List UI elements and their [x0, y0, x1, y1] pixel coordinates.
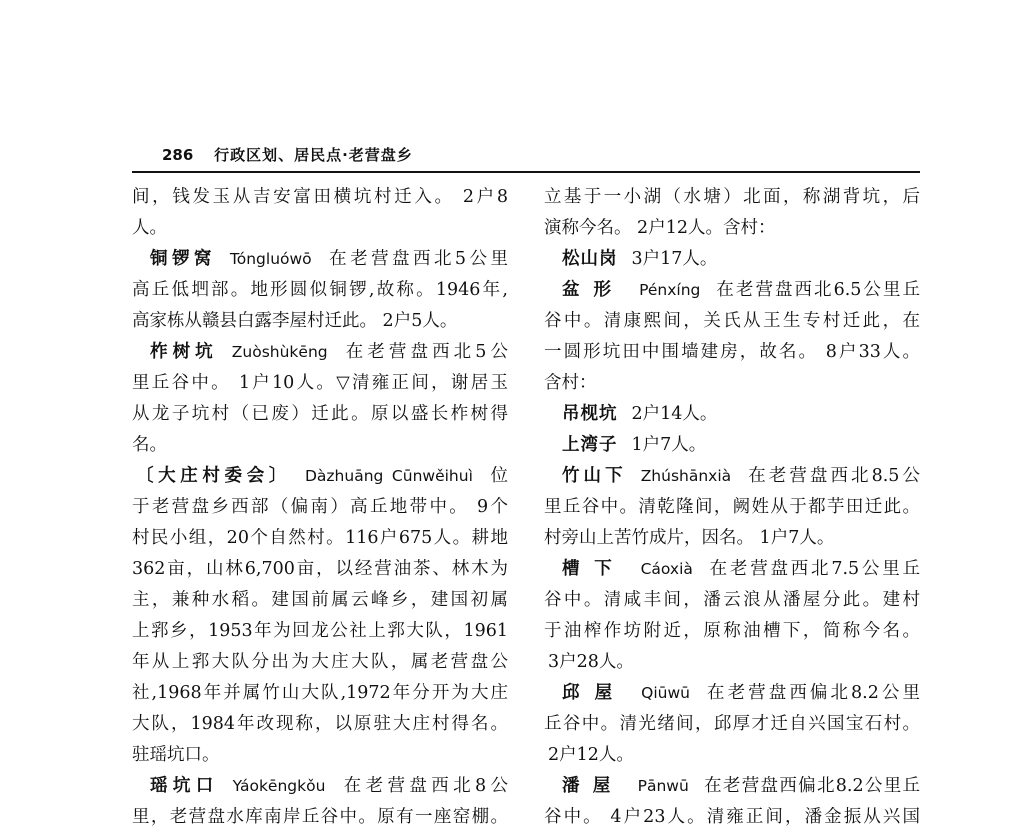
- entry-zhushanxia: [544, 461, 920, 492]
- text-line: 于油榨作坊附近，原称油槽下，简称今名。: [544, 621, 920, 641]
- entry-text: 3户17人。: [631, 249, 718, 269]
- entry-name: 盆形: [562, 280, 626, 300]
- entry-name: 松山岗: [562, 249, 618, 269]
- text-line: 一圆形坑田中围墙建房，故名。 8户33人。: [544, 342, 920, 362]
- entry-pinyin: Pénxíng: [639, 281, 701, 299]
- subentry-songshangang: [544, 244, 920, 275]
- entry-text: 在老营盘西北5公: [341, 342, 508, 362]
- entry-zuoshukeng: [132, 337, 508, 368]
- text-line: 演称今名。 2户12人。含村：: [544, 218, 776, 238]
- text-line: 里丘谷中。 1户10人。▽清雍正间，谢居玉: [132, 373, 508, 393]
- entry-name: 竹山下: [562, 466, 627, 486]
- entry-text: 2户14人。: [631, 404, 718, 424]
- entry-name: 上湾子: [562, 435, 618, 455]
- text-line: 村旁山上苦竹成片，因名。 1户7人。: [544, 528, 835, 548]
- entry-pinyin: Tóngluówō: [229, 250, 312, 268]
- text-line: 含村：: [544, 373, 597, 393]
- text-line: 高丘低垇部。地形圆似铜锣,故称。1946年,: [132, 280, 508, 300]
- text-line: 里丘谷中。清乾隆间，阙姓从于都芋田迁此。: [544, 497, 920, 517]
- text-line: 3户28人。: [548, 652, 634, 672]
- entry-text: 在老营盘西北5公里: [325, 249, 509, 269]
- entry-text: 在老营盘西偏北8.2公里丘: [702, 776, 920, 796]
- text-line: 从龙子坑村（已废）迁此。原以盛长柞树得: [132, 404, 508, 424]
- text-line: 丘谷中。清光绪间，邱厚才迁自兴国宝石村。: [544, 714, 920, 734]
- page-number: 286: [162, 146, 194, 164]
- text-line: 于老营盘乡西部（偏南）高丘地带中。 9个: [132, 497, 508, 517]
- text-line: 高家栋从赣县白露李屋村迁此。 2户5人。: [132, 311, 458, 331]
- text-line: 谷中。 4户23人。清雍正间，潘金振从兴国: [544, 807, 920, 827]
- entry-name: 瑶坑口: [150, 776, 219, 796]
- entry-name: 〔大庄村委会〕: [136, 466, 291, 486]
- entry-text: 在老营盘西北7.5公里丘: [706, 559, 920, 579]
- entry-text: 在老营盘西偏北8.2公里: [703, 683, 920, 703]
- left-column: [132, 182, 509, 827]
- entry-penxing: [544, 275, 920, 306]
- right-column: [544, 182, 920, 827]
- subentry-shangwanzi: [544, 430, 920, 461]
- text-line: 驻瑶坑口。: [132, 745, 220, 765]
- entry-tongluowo: [132, 244, 508, 275]
- entry-pinyin: Qiūwū: [641, 684, 690, 702]
- text-line: 社,1968年并属竹山大队,1972年分开为大庄: [132, 683, 508, 703]
- text-line: 大队，1984年改现称，以原驻大庄村得名。: [132, 714, 508, 734]
- entry-yaokengkou: [132, 771, 508, 802]
- entry-dazhuang-village-committee: [132, 461, 508, 492]
- entry-text: 在老营盘西北6.5公里丘: [714, 280, 920, 300]
- text-line: 谷中。清康熙间，关氏从王生专村迁此，在: [544, 311, 920, 331]
- entry-name: 槽下: [562, 559, 627, 579]
- text-line: 间，钱发玉从吉安富田横坑村迁入。 2户8: [132, 187, 508, 207]
- entry-text: 1户7人。: [631, 435, 707, 455]
- entry-name: 铜锣窝: [150, 249, 216, 269]
- entry-qiuwu: [544, 678, 920, 709]
- subentry-diaojiankeng: [544, 399, 920, 430]
- entry-text: 在老营盘西北8公: [339, 776, 509, 796]
- entry-name: 邱屋: [562, 683, 628, 703]
- running-title: 行政区划、居民点·老营盘乡: [214, 146, 413, 164]
- entry-caoxia: [544, 554, 920, 585]
- entry-pinyin: Pānwū: [637, 777, 689, 795]
- entry-pinyin: Zhúshānxià: [640, 467, 732, 485]
- entry-pinyin: Yáokēngkǒu: [232, 777, 326, 795]
- entry-text: 在老营盘西北8.5公: [745, 466, 920, 486]
- entry-name: 潘屋: [562, 776, 624, 796]
- text-line: 年从上郛大队分出为大庄大队，属老营盘公: [132, 652, 508, 672]
- entry-pinyin: Cáoxià: [640, 560, 693, 578]
- text-line: 人。: [132, 218, 167, 238]
- text-line: 2户12人。: [548, 745, 634, 765]
- entry-name: 柞树坑: [150, 342, 218, 362]
- text-line: 里，老营盘水库南岸丘谷中。原有一座窑棚。: [132, 807, 508, 827]
- text-line: 谷中。清咸丰间，潘云浪从潘屋分此。建村: [544, 590, 920, 610]
- entry-name: 吊枧坑: [562, 404, 618, 424]
- text-line: 上郛乡，1953年为回龙公社上郛大队，1961: [132, 621, 508, 641]
- text-line: 村民小组，20个自然村。116户675人。耕地: [132, 528, 508, 548]
- header-rule: [132, 171, 920, 173]
- entry-text: 位: [486, 466, 509, 486]
- entry-panwu: [544, 771, 920, 802]
- text-line: 立基于一小湖（水塘）北面，称湖背坑，后: [544, 187, 920, 207]
- entry-pinyin: Dàzhuāng Cūnwěihuì: [304, 467, 473, 485]
- text-line: 主，兼种水稻。建国前属云峰乡，建国初属: [132, 590, 508, 610]
- entry-pinyin: Zuòshùkēng: [231, 343, 328, 361]
- text-line: 362亩，山林6,700亩，以经营油茶、林木为: [132, 559, 508, 579]
- text-line: 名。: [132, 435, 167, 455]
- page-header: [132, 141, 922, 169]
